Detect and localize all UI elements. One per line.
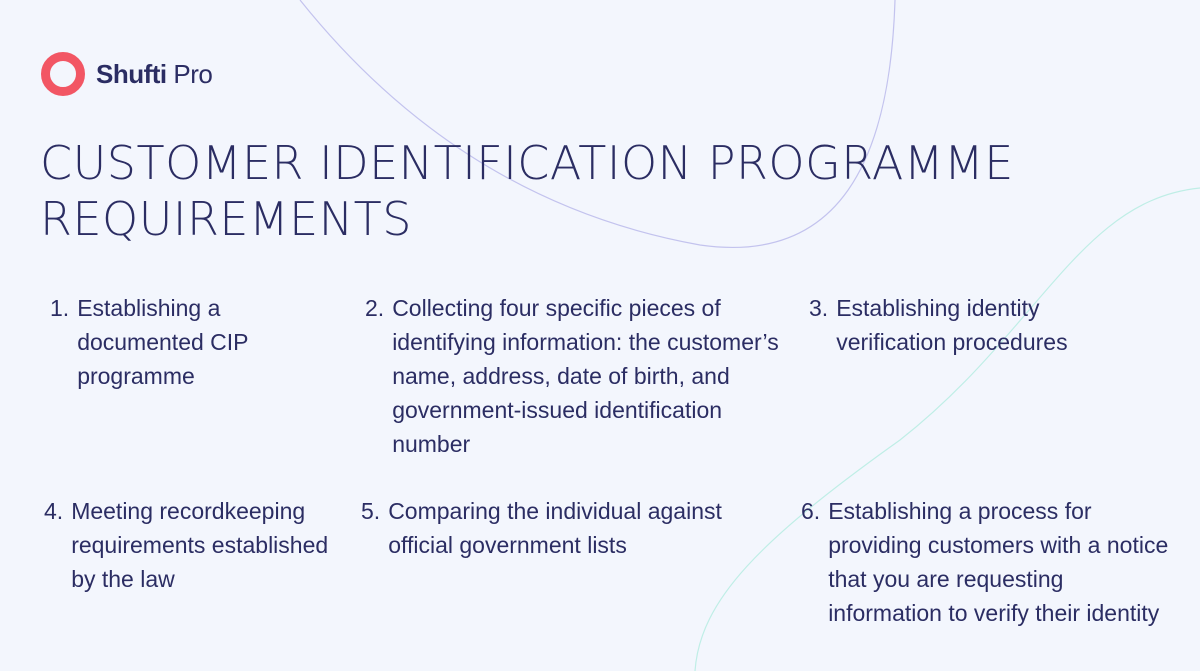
requirement-number: 1.	[50, 295, 70, 321]
page-title	[40, 135, 1040, 247]
requirement-item-2	[365, 291, 790, 461]
requirement-text: Comparing the individual against official government lists	[388, 498, 722, 558]
brand-name-bold: Shufti	[96, 58, 167, 89]
title-line-1: CUSTOMER IDENTIFICATION PROGRAMME	[40, 136, 1014, 190]
requirement-item-4	[44, 494, 344, 596]
brand-name	[96, 59, 212, 90]
requirement-item-3	[809, 291, 1129, 359]
requirement-text: Collecting four specific pieces of identifying information: the customer’s name, address, date of birth, and government-issued identification number	[392, 295, 779, 457]
requirement-item-6	[801, 494, 1171, 630]
requirement-text: Establishing identity verification procedures	[836, 295, 1068, 355]
requirement-number: 3.	[809, 295, 829, 321]
requirement-item-5	[361, 494, 781, 562]
requirement-number: 6.	[801, 498, 821, 524]
requirement-text: Establishing a documented CIP programme	[77, 295, 249, 389]
requirement-text: Meeting recordkeeping requirements established by the law	[71, 498, 329, 592]
brand-name-regular: Pro	[173, 58, 213, 89]
brand-logo	[40, 51, 212, 97]
requirement-number: 5.	[361, 498, 381, 524]
title-line-2: REQUIREMENTS	[40, 192, 412, 246]
requirement-text: Establishing a process for providing customers with a notice that you are requesting information to verify their identity	[828, 498, 1169, 626]
requirement-number: 4.	[44, 498, 64, 524]
requirement-item-1	[50, 291, 310, 393]
requirement-number: 2.	[365, 295, 385, 321]
shufti-logo-icon	[40, 51, 86, 97]
